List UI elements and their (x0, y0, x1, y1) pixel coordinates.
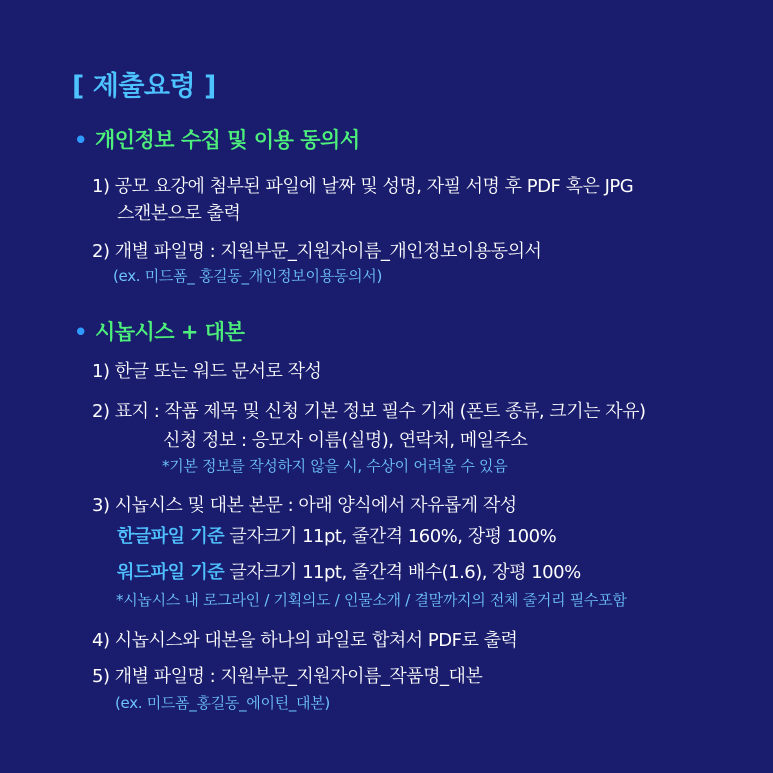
section1-item1-line2: 스캔본으로 출력 (117, 203, 241, 224)
section2-item2-line2: 신청 정보 : 응모자 이름(실명), 연락처, 메일주소 (163, 430, 528, 451)
word-spec: 글자크기 11pt, 줄간격 배수(1.6), 장평 100% (224, 562, 581, 583)
word-spec-line (117, 558, 581, 584)
section2-item3: 3) 시놉시스 및 대본 본문 : 아래 양식에서 자유롭게 작성 (92, 495, 517, 516)
hwp-label: 한글파일 기준 (117, 526, 225, 547)
section2-item2-line1: 2) 표지 : 작품 제목 및 신청 기본 정보 필수 기재 (폰트 종류, 크기는 자유) (92, 401, 646, 422)
bullet-icon: • (74, 128, 87, 152)
section2-item5-example: (ex. 미드폼_홍길동_에이틴_대본) (115, 694, 330, 712)
section1-heading (74, 124, 360, 154)
hwp-spec: 글자크기 11pt, 줄간격 160%, 장평 100% (224, 526, 557, 547)
section2-item4: 4) 시놉시스와 대본을 하나의 파일로 합쳐서 PDF로 출력 (92, 630, 518, 651)
section1-item2-example: (ex. 미드폼_ 홍길동_개인정보이용동의서) (113, 267, 383, 285)
hwp-spec-line (117, 522, 556, 548)
section1-item2: 2) 개별 파일명 : 지원부문_지원자이름_개인정보이용동의서 (92, 241, 542, 262)
section1-heading-text: 개인정보 수집 및 이용 동의서 (94, 128, 360, 152)
section2-item1: 1) 한글 또는 워드 문서로 작성 (92, 361, 322, 382)
bullet-icon: • (74, 320, 87, 344)
section2-item2-note: *기본 정보를 작성하지 않을 시, 수상이 어려울 수 있음 (162, 457, 508, 475)
word-label: 워드파일 기준 (117, 562, 225, 583)
section2-heading-text: 시놉시스 + 대본 (94, 320, 245, 344)
section2-item3-note: *시놉시스 내 로그라인 / 기획의도 / 인물소개 / 결말까지의 전체 줄거리 필수포함 (116, 591, 627, 609)
section1-item1-line1: 1) 공모 요강에 첨부된 파일에 날짜 및 성명, 자필 서명 후 PDF 혹은 JPG (92, 176, 634, 197)
section2-item5: 5) 개별 파일명 : 지원부문_지원자이름_작품명_대본 (92, 666, 483, 687)
page-title: [ 제출요령 ] (72, 71, 216, 102)
section2-heading (74, 316, 244, 346)
